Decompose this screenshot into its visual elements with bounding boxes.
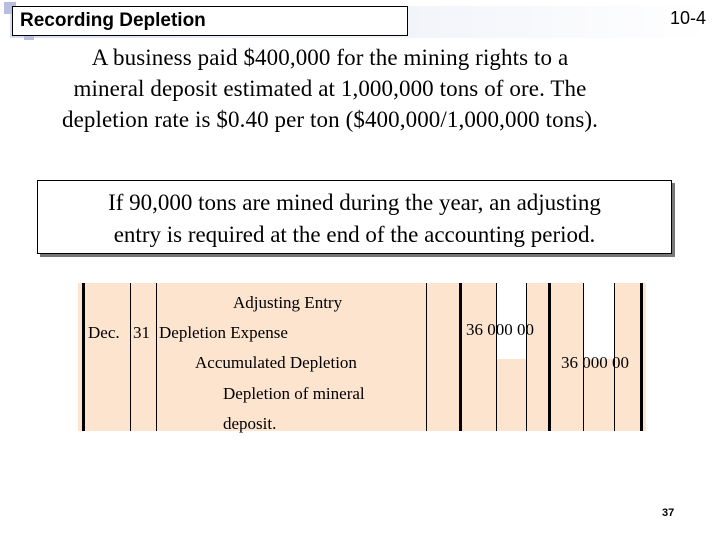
intro-line: mineral deposit estimated at 1,000,000 tons of ore. The xyxy=(73,76,587,101)
intro-line: depletion rate is $0.40 per ton ($400,000/1,000,000 tons). xyxy=(61,107,598,132)
journal-rule xyxy=(426,283,427,431)
explanation-line: deposit. xyxy=(223,414,277,433)
intro-paragraph xyxy=(0,42,660,135)
journal-rule xyxy=(82,283,85,431)
journal-rule xyxy=(459,283,462,431)
journal-entry-table xyxy=(78,283,646,431)
journal-rule xyxy=(548,283,551,431)
credit-account: Accumulated Depletion xyxy=(195,353,357,372)
adjusting-entry-callout xyxy=(37,180,672,254)
journal-rule xyxy=(526,283,527,431)
callout-line: entry is required at the end of the accounting period. xyxy=(113,222,596,247)
journal-heading: Adjusting Entry xyxy=(233,293,343,312)
debit-amount: 36 000 00 xyxy=(466,320,534,339)
journal-rule xyxy=(130,283,131,431)
slide-title: Recording Depletion xyxy=(12,6,408,36)
chapter-slide-reference: 10-4 xyxy=(669,8,706,28)
journal-rule xyxy=(640,283,643,431)
intro-line: A business paid $400,000 for the mining rights to a xyxy=(91,45,569,70)
callout-line: If 90,000 tons are mined during the year, an adjusting xyxy=(108,190,601,215)
entry-date-day: 31 xyxy=(133,323,150,342)
entry-date-month: Dec. xyxy=(88,323,120,342)
explanation-line: Depletion of mineral xyxy=(223,384,365,403)
journal-rule xyxy=(156,283,157,431)
page-number: 37 xyxy=(662,507,675,519)
credit-amount: 36 000 00 xyxy=(561,353,629,372)
amount-cell-blank xyxy=(584,283,614,359)
debit-account: Depletion Expense xyxy=(159,323,288,342)
